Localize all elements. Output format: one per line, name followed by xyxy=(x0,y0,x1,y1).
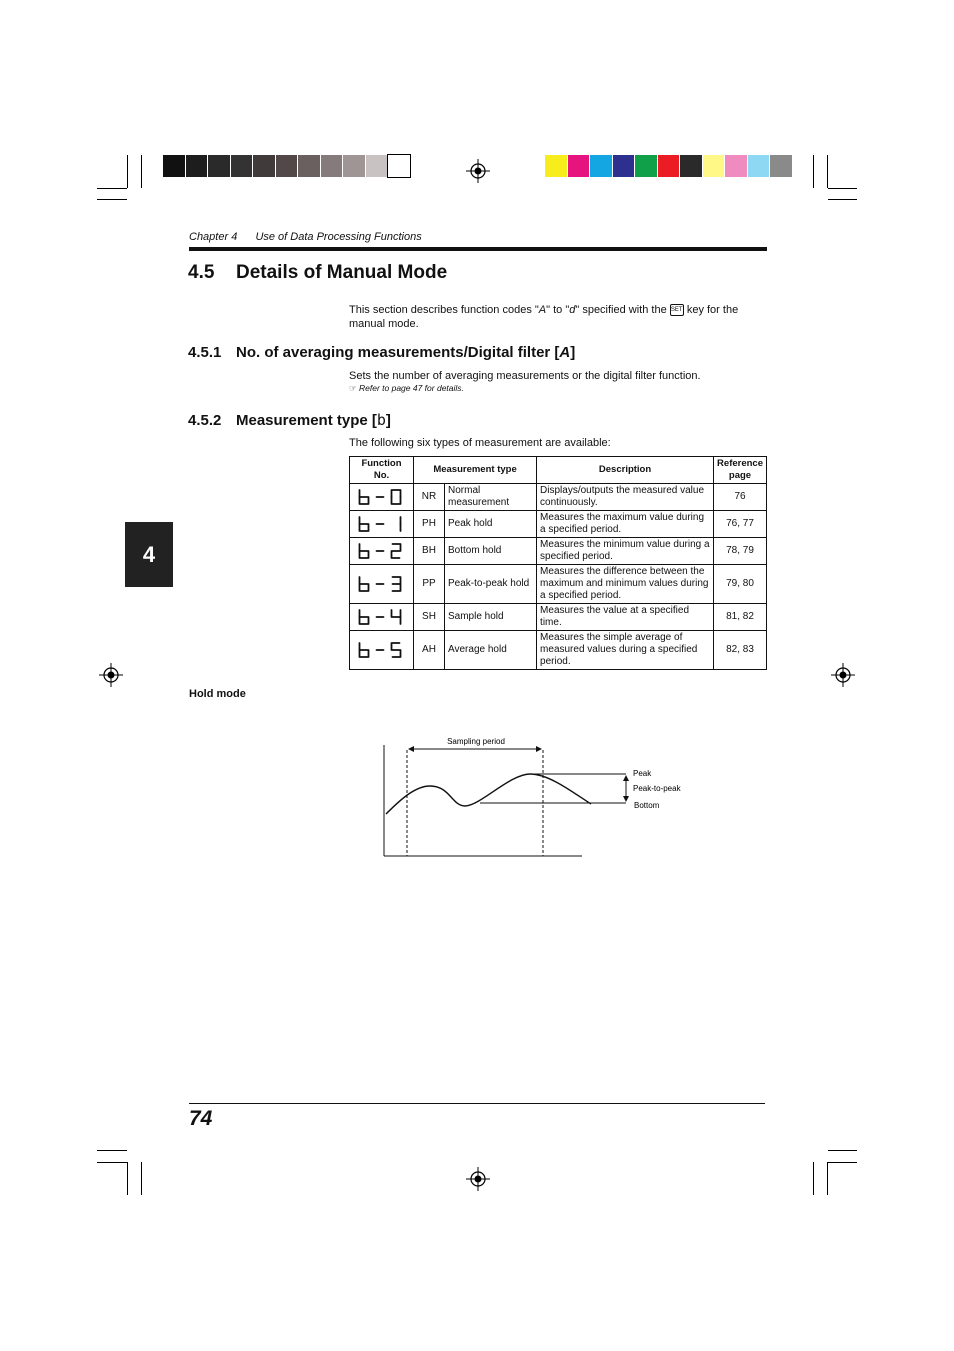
measurement-type-cell: Bottom hold xyxy=(445,538,537,565)
color-swatch xyxy=(545,155,567,177)
description-cell: Measures the difference between the maximum and minimum values during a specified period. xyxy=(537,565,714,604)
table-row xyxy=(350,631,767,670)
subsection-heading-4-5-2: 4.5.2 Measurement type [b] xyxy=(188,411,391,429)
column-header-reference-page: Reference page xyxy=(714,457,767,484)
color-swatch xyxy=(321,155,343,177)
color-swatch xyxy=(770,155,792,177)
reference-page-cell: 81, 82 xyxy=(714,604,767,631)
seven-segment-code-icon xyxy=(354,607,406,627)
description-cell: Displays/outputs the measured value continuously. xyxy=(537,484,714,511)
description-cell: Measures the minimum value during a specified period. xyxy=(537,538,714,565)
function-code-cell xyxy=(350,511,414,538)
column-header-description: Description xyxy=(537,457,714,484)
section-number: 4.5 xyxy=(188,262,215,283)
hold-mode-label: Hold mode xyxy=(189,688,246,700)
measurement-type-cell: Sample hold xyxy=(445,604,537,631)
reference-page-cell: 79, 80 xyxy=(714,565,767,604)
section-heading xyxy=(188,262,447,284)
abbreviation-cell: SH xyxy=(414,604,445,631)
registration-mark-icon xyxy=(99,663,123,687)
function-code-cell xyxy=(350,565,414,604)
measurement-type-cell: Normal measurement xyxy=(445,484,537,511)
seven-segment-code-icon xyxy=(354,487,406,507)
abbreviation-cell: BH xyxy=(414,538,445,565)
column-header-function-no: Function No. xyxy=(350,457,414,484)
hold-mode-diagram xyxy=(370,730,700,860)
description-cell: Measures the maximum value during a specified period. xyxy=(537,511,714,538)
function-code-cell xyxy=(350,631,414,670)
bottom-label: Bottom xyxy=(634,801,660,810)
reference-icon: ☞ xyxy=(349,383,357,393)
color-swatch xyxy=(658,155,680,177)
reference-page-cell: 82, 83 xyxy=(714,631,767,670)
measurement-type-cell: Peak-to-peak hold xyxy=(445,565,537,604)
abbreviation-cell: NR xyxy=(414,484,445,511)
color-swatch xyxy=(388,155,410,177)
page-number: 74 xyxy=(189,1107,213,1130)
footer-rule xyxy=(189,1103,765,1104)
color-swatch xyxy=(208,155,230,177)
color-swatch xyxy=(163,155,185,177)
subsection-text-4-5-2: The following six types of measurement are available: xyxy=(349,437,611,449)
header-rule xyxy=(189,247,767,251)
measurement-type-cell: Average hold xyxy=(445,631,537,670)
subsection-heading-4-5-1: 4.5.1 No. of averaging measurements/Digital filter [A] xyxy=(188,344,576,361)
seven-segment-code-icon xyxy=(354,541,406,561)
color-swatch xyxy=(276,155,298,177)
color-swatch xyxy=(298,155,320,177)
color-swatch xyxy=(253,155,275,177)
table-row xyxy=(350,565,767,604)
registration-mark-icon xyxy=(466,159,490,183)
registration-mark-icon xyxy=(466,1167,490,1191)
peak-to-peak-label: Peak-to-peak xyxy=(633,784,681,793)
abbreviation-cell: PH xyxy=(414,511,445,538)
color-swatch xyxy=(343,155,365,177)
color-swatch xyxy=(366,155,388,177)
seven-segment-code-icon xyxy=(354,574,406,594)
function-code-cell xyxy=(350,484,414,511)
running-header xyxy=(189,231,422,243)
seven-segment-code-icon xyxy=(354,514,406,534)
color-swatch xyxy=(231,155,253,177)
chapter-tab: 4 xyxy=(125,522,173,587)
color-swatch xyxy=(635,155,657,177)
reference-page-cell: 78, 79 xyxy=(714,538,767,565)
color-swatch xyxy=(568,155,590,177)
sampling-period-label: Sampling period xyxy=(447,737,505,746)
table-row xyxy=(350,538,767,565)
color-swatch xyxy=(680,155,702,177)
function-code-cell xyxy=(350,604,414,631)
registration-mark-icon xyxy=(831,663,855,687)
section-intro: This section describes function codes "A" to "d" specified with the SET key for the manual mode. xyxy=(349,304,739,330)
reference-page-cell: 76 xyxy=(714,484,767,511)
reference-page-cell: 76, 77 xyxy=(714,511,767,538)
color-swatch xyxy=(186,155,208,177)
table-row xyxy=(350,604,767,631)
page-reference: ☞ Refer to page 47 for details. xyxy=(349,383,464,393)
table-header-row xyxy=(350,457,767,484)
column-header-measurement-type: Measurement type xyxy=(414,457,537,484)
table-row xyxy=(350,484,767,511)
description-cell: Measures the value at a specified time. xyxy=(537,604,714,631)
measurement-type-table xyxy=(349,456,767,670)
chapter-label: Chapter 4 xyxy=(189,231,238,243)
function-code-cell xyxy=(350,538,414,565)
description-cell: Measures the simple average of measured values during a specified period. xyxy=(537,631,714,670)
abbreviation-cell: PP xyxy=(414,565,445,604)
color-swatch xyxy=(748,155,770,177)
color-swatch xyxy=(590,155,612,177)
set-key-icon: SET xyxy=(670,304,684,316)
peak-label: Peak xyxy=(633,769,652,778)
color-swatch xyxy=(725,155,747,177)
measurement-type-cell: Peak hold xyxy=(445,511,537,538)
color-swatch xyxy=(613,155,635,177)
table-row xyxy=(350,511,767,538)
abbreviation-cell: AH xyxy=(414,631,445,670)
subsection-text-4-5-1: Sets the number of averaging measurements or the digital filter function. xyxy=(349,370,701,382)
section-title: Details of Manual Mode xyxy=(236,262,448,283)
seven-segment-code-icon xyxy=(354,640,406,660)
color-swatch xyxy=(703,155,725,177)
signal-waveform xyxy=(386,774,591,814)
chapter-title: Use of Data Processing Functions xyxy=(255,231,422,243)
